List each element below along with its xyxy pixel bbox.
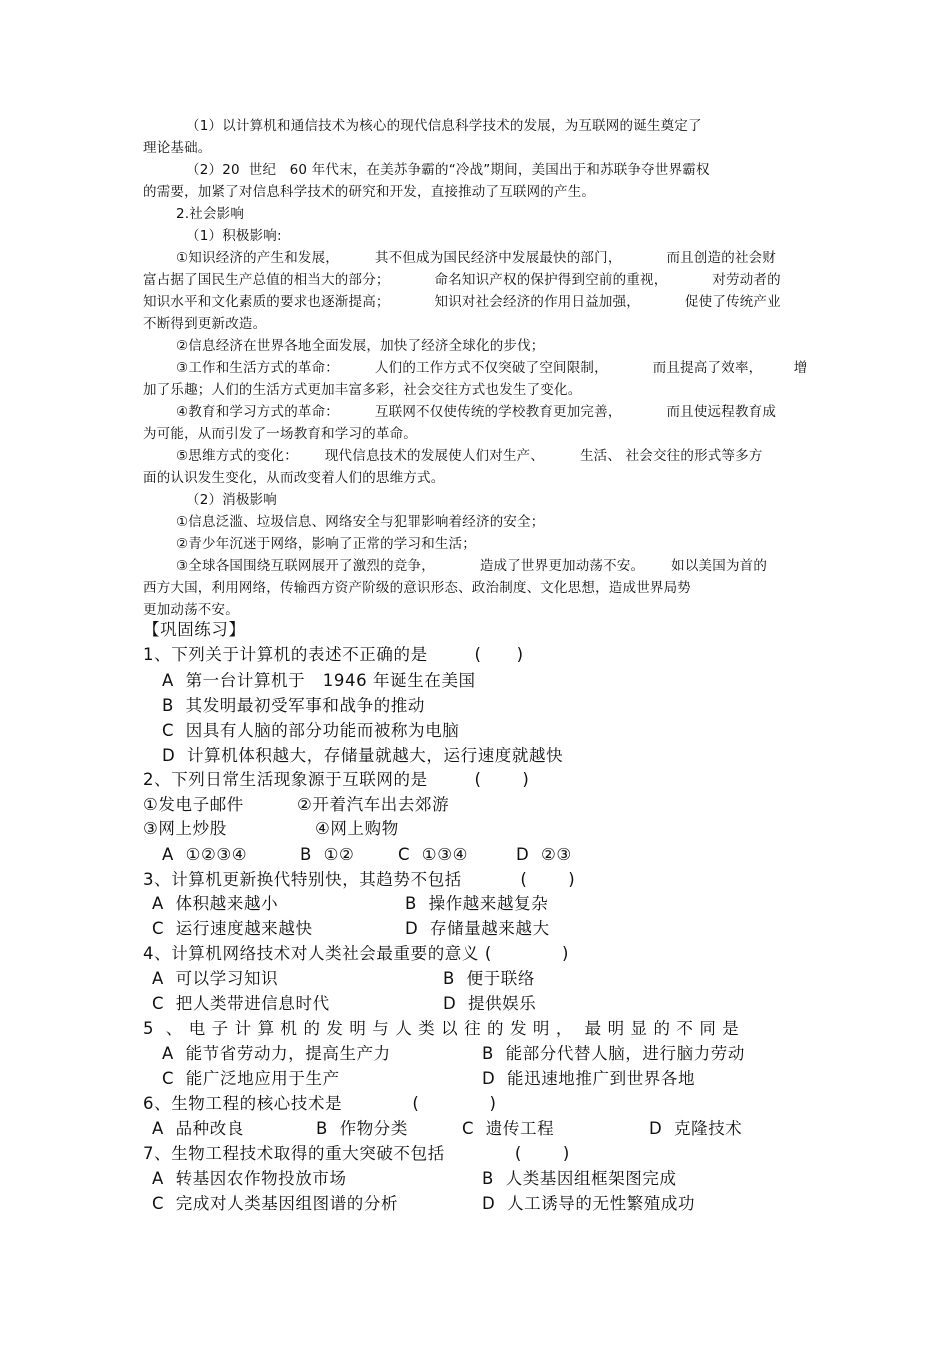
statement-item: ④网上购物 xyxy=(315,819,399,838)
option-b: B 其发明最初受军事和战争的推动 xyxy=(162,696,426,715)
option-c: C 遗传工程 xyxy=(462,1119,555,1138)
paragraph-line: ①知识经济的产生和发展， 其不但成为国民经济中发展最快的部门， 而且创造的社会财 xyxy=(176,250,777,266)
option-c: C 因具有人脑的部分功能而被称为电脑 xyxy=(162,721,460,740)
section-heading: 2.社会影响 xyxy=(176,206,245,222)
statement-item: ②开着汽车出去郊游 xyxy=(297,795,450,814)
paragraph-line: （2）20 世纪 60 年代末，在美苏争霸的“冷战”期间，美国出于和苏联争夺世界霸权 xyxy=(186,162,710,178)
question-stem: 4、计算机网络技术对人类社会最重要的意义 ( ) xyxy=(143,944,570,963)
option-c: C 把人类带进信息时代 xyxy=(152,994,330,1013)
option-b: B 作物分类 xyxy=(316,1119,409,1138)
option-a: A 可以学习知识 xyxy=(152,969,279,988)
option-c: C 运行速度越来越快 xyxy=(152,919,313,938)
paragraph-line: ③全球各国围绕互联网展开了激烈的竞争， 造成了世界更加动荡不安。 如以美国为首的 xyxy=(176,558,768,574)
subsection-heading: （2）消极影响 xyxy=(186,492,277,508)
paragraph-line: ③工作和生活方式的革命： 人们的工作方式不仅突破了空间限制， 而且提高了效率， 增 xyxy=(176,360,808,376)
option-d: D 提供娱乐 xyxy=(443,994,537,1013)
option-b: B ①② xyxy=(300,845,355,864)
option-a: A 能节省劳动力，提高生产力 xyxy=(162,1044,391,1063)
option-d: D 克隆技术 xyxy=(649,1119,743,1138)
question-stem: 7、生物工程技术取得的重大突破不包括 ( ) xyxy=(143,1144,570,1163)
option-b: B 人类基因组框架图完成 xyxy=(482,1169,677,1188)
option-a: A 体积越来越小 xyxy=(152,894,279,913)
option-d: D 能迅速地推广到世界各地 xyxy=(482,1069,696,1088)
paragraph-line: 不断得到更新改造。 xyxy=(143,316,267,332)
paragraph-line: 理论基础。 xyxy=(143,140,212,156)
paragraph-line: 加了乐趣；人们的生活方式更加丰富多彩，社会交往方式也发生了变化。 xyxy=(143,382,582,398)
statement-item: ①发电子邮件 xyxy=(143,795,244,814)
option-d: D 人工诱导的无性繁殖成功 xyxy=(482,1194,696,1213)
paragraph-line: 更加动荡不安。 xyxy=(143,602,239,618)
option-d: D ②③ xyxy=(516,845,572,864)
paragraph-line: 为可能，从而引发了一场教育和学习的革命。 xyxy=(143,426,417,442)
question-stem: 1、下列关于计算机的表述不正确的是 ( ) xyxy=(143,645,524,664)
question-stem: 5 、 电 子 计 算 机 的 发 明 与 人 类 以 往 的 发 明 ， 最 明 显 的 不 同 是 xyxy=(143,1019,740,1038)
statement-item: ③网上炒股 xyxy=(143,819,227,838)
option-b: B 操作越来越复杂 xyxy=(405,894,549,913)
paragraph-line: ⑤思维方式的变化： 现代信息技术的发展使人们对生产、 生活、 社会交往的形式等多方 xyxy=(176,448,763,464)
paragraph-line: ②信息经济在世界各地全面发展，加快了经济全球化的步伐； xyxy=(176,338,545,354)
paragraph-line: 富占据了国民生产总值的相当大的部分； 命名知识产权的保护得到空前的重视， 对劳动者的 xyxy=(143,272,781,288)
option-a: A 第一台计算机于 1946 年诞生在美国 xyxy=(162,671,476,690)
option-c: C ①③④ xyxy=(398,845,468,864)
option-c: C 完成对人类基因组图谱的分析 xyxy=(152,1194,399,1213)
paragraph-line: ①信息泛滥、垃圾信息、网络安全与犯罪影响着经济的安全； xyxy=(176,514,545,530)
option-a: A ①②③④ xyxy=(162,845,248,864)
paragraph-line: 面的认识发生变化，从而改变着人们的思维方式。 xyxy=(143,470,445,486)
question-stem: 6、生物工程的核心技术是 ( ) xyxy=(143,1094,497,1113)
paragraph-line: 西方大国，利用网络，传输西方资产阶级的意识形态、政治制度、文化思想，造成世界局势 xyxy=(143,580,691,596)
option-d: D 计算机体积越大，存储量就越大，运行速度就越快 xyxy=(162,746,564,765)
paragraph-line: 的需要，加紧了对信息科学技术的研究和开发，直接推动了互联网的产生。 xyxy=(143,184,596,200)
question-stem: 3、计算机更新换代特别快，其趋势不包括 ( ) xyxy=(143,870,576,889)
paragraph-line: ④教育和学习方式的革命： 互联网不仅使传统的学校教育更加完善， 而且使远程教育成 xyxy=(176,404,777,420)
paragraph-line: （1）以计算机和通信技术为核心的现代信息科学技术的发展，为互联网的诞生奠定了 xyxy=(186,118,702,134)
question-stem: 2、下列日常生活现象源于互联网的是 ( ) xyxy=(143,770,530,789)
option-a: A 转基因农作物投放市场 xyxy=(152,1169,347,1188)
paragraph-line: 知识水平和文化素质的要求也逐渐提高； 知识对社会经济的作用日益加强， 促使了传统产业 xyxy=(143,294,781,310)
subsection-heading: （1）积极影响: xyxy=(186,228,282,244)
exercises-heading: 【巩固练习】 xyxy=(143,620,246,639)
option-c: C 能广泛地应用于生产 xyxy=(162,1069,340,1088)
option-b: B 便于联络 xyxy=(443,969,536,988)
paragraph-line: ②青少年沉迷于网络，影响了正常的学习和生活； xyxy=(176,536,477,552)
option-d: D 存储量越来越大 xyxy=(405,919,550,938)
option-b: B 能部分代替人脑，进行脑力劳动 xyxy=(482,1044,746,1063)
option-a: A 品种改良 xyxy=(152,1119,244,1138)
